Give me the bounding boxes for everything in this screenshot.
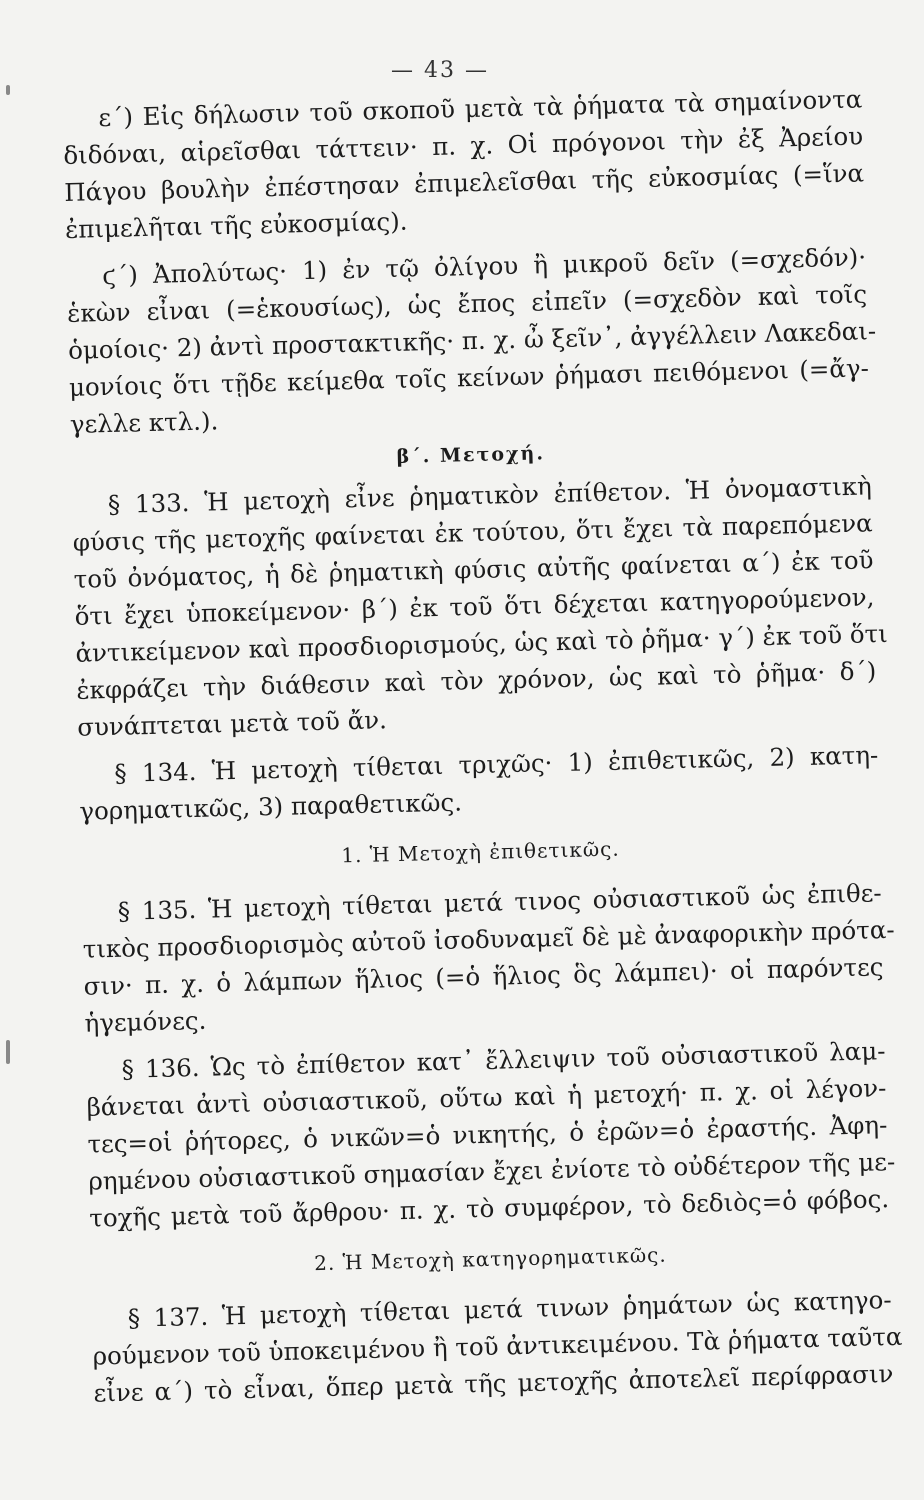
- text-line: § 134. Ἡ μετοχὴ τίθεται τριχῶς· 1) ἐπιθετικῶς, 2) κατη-: [114, 740, 879, 788]
- page-number: — 43 —: [391, 58, 489, 83]
- text-line: ὅτι ἔχει ὑποκείμενον· β΄) ἐκ τοῦ ὅτι δέχεται κατηγορούμενον,: [74, 582, 875, 631]
- text-line: φύσις τῆς μετοχῆς φαίνεται ἐκ τούτου, ὅτι ἔχει τὰ παρεπόμενα: [72, 508, 873, 557]
- text-line: ρημένου οὐσιαστικοῦ σημασίαν ἔχει ἐνίοτε τὸ οὐδέτερον τῆς με-: [88, 1146, 896, 1196]
- text-line: εἶνε α΄) τὸ εἶναι, ὅπερ μετὰ τῆς μετοχῆς ἀποτελεῖ περίφρασιν: [93, 1359, 894, 1408]
- text-line: § 137. Ἡ μετοχὴ τίθεται μετά τινων ῥημάτων ὡς κατηγο-: [127, 1285, 892, 1333]
- section-heading: β΄. Μετοχή.: [396, 442, 546, 468]
- text-line: τοχῆς μετὰ τοῦ ἄρθρου· π. χ. τὸ συμφέρον, τὸ δεδιὸς=ὁ φόβος.: [88, 1184, 890, 1233]
- text-line: διδόναι, αἱρεῖσθαι τάττειν· π. χ. Οἱ πρόγονοι τὴν ἐξ Ἀρείου: [63, 121, 864, 170]
- binding-edge-mark: [6, 1040, 10, 1064]
- text-line: σιν· π. χ. ὁ λάμπων ἥλιος (=ὁ ἥλιος ὃς λάμπει)· οἱ παρόντες: [83, 952, 884, 1001]
- text-line: ἀντικείμενον καὶ προσδιορισμούς, ὡς καὶ τὸ ῥῆμα· γ΄) ἐκ τοῦ ὅτι: [75, 618, 889, 668]
- text-line: γορηματικῶς, 3) παραθετικῶς.: [79, 787, 463, 826]
- text-line: τικὸς προσδιορισμὸς αὐτοῦ ἰσοδυναμεῖ δὲ μὲ ἀναφορικὴν πρότα-: [82, 914, 895, 964]
- text-line: τοῦ ὀνόματος, ἡ δὲ ῥηματικὴ φύσις αὐτῆς φαίνεται α΄) ἐκ τοῦ: [73, 545, 874, 594]
- text-line: ε΄) Εἰς δήλωσιν τοῦ σκοποῦ μετὰ τὰ ῥήματα τὰ σημαίνοντα: [98, 84, 863, 133]
- binding-edge-mark: [6, 85, 10, 95]
- text-line: μονίοις ὅτι τῇδε κείμεθα τοῖς κείνων ῥήμασι πειθόμενοι (=ἄγ-: [68, 353, 870, 402]
- text-line: § 136. Ὡς τὸ ἐπίθετον κατ᾽ ἔλλειψιν τοῦ οὐσιαστικοῦ λαμ-: [121, 1036, 886, 1084]
- body-text: [62, 80, 903, 1411]
- text-line: συνάπτεται μετὰ τοῦ ἄν.: [76, 705, 388, 742]
- text-line: ἐκφράζει τὴν διάθεσιν καὶ τὸν χρόνον, ὡς καὶ τὸ ῥῆμα· δ΄): [76, 656, 877, 705]
- subsection-heading: 2. Ἡ Μετοχὴ κατηγορηματικῶς.: [313, 1242, 667, 1276]
- text-line: γελλε κτλ.).: [69, 406, 219, 439]
- text-line: ἑκὼν εἶναι (=ἑκουσίως), ὡς ἔπος εἰπεῖν (=σχεδὸν καὶ τοῖς: [66, 279, 868, 328]
- text-line: ρούμενον τοῦ ὑποκειμένου ἢ τοῦ ἀντικειμένου. Τὰ ῥήματα ταῦτα: [92, 1321, 903, 1371]
- text-line: βάνεται ἀντὶ οὐσιαστικοῦ, οὕτω καὶ ἡ μετοχή· π. χ. οἱ λέγον-: [86, 1073, 887, 1122]
- text-line: τες=οἱ ῥήτορες, ὁ νικῶν=ὁ νικητής, ὁ ἐρῶν=ὁ ἐραστής. Ἀφη-: [87, 1110, 888, 1159]
- text-line: § 133. Ἡ μετοχὴ εἶνε ῥηματικὸν ἐπίθετον. Ἡ ὀνομαστικὴ: [107, 471, 873, 519]
- text-line: § 135. Ἡ μετοχὴ τίθεται μετά τινος οὐσιαστικοῦ ὡς ἐπιθε-: [117, 878, 882, 926]
- text-line: ἐπιμελῆται τῆς εὐκοσμίας).: [64, 206, 408, 244]
- subsection-heading: 1. Ἡ Μετοχὴ ἐπιθετικῶς.: [341, 836, 620, 868]
- text-line: ὁμοίοις· 2) ἀντὶ προστακτικῆς· π. χ. ὦ ξεῖν᾽, ἀγγέλλειν Λακεδαι-: [67, 316, 877, 365]
- text-line: Πάγου βουλὴν ἐπέστησαν ἐπιμελεῖσθαι τῆς εὐκοσμίας (=ἵνα: [63, 158, 865, 207]
- text-line: ϛ΄) Ἀπολύτως· 1) ἐν τῷ ὀλίγου ἢ μικροῦ δεῖν (=σχεδόν)·: [101, 242, 867, 291]
- text-line: ἡγεμόνες.: [84, 1005, 207, 1038]
